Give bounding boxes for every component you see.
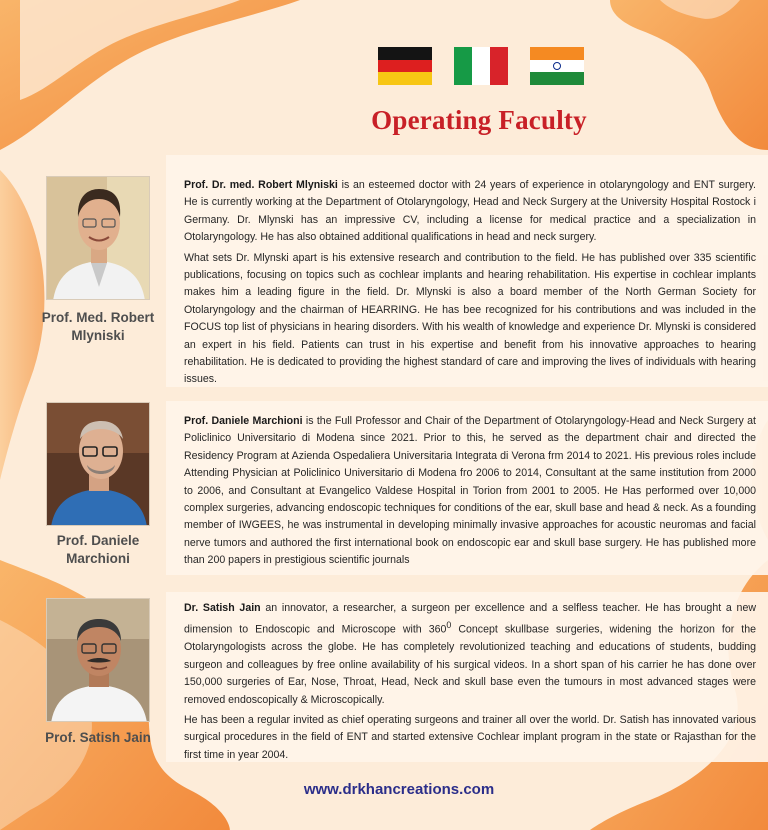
germany-flag-icon [378,47,432,85]
faculty-bio-mlyniski [166,155,768,387]
website-url: www.drkhancreations.com [303,781,495,798]
bio-paragraph: What sets Dr. Mlynski apart is his extensive research and contribution to the field. He has published over 335 scientific publications, focusing on topics such as cochlear implants and hearing rehabilitation. His expertise in cochlear implants makes him a leading figure in the field. Dr. Mlynski is also a board member of the North German Society for Otolaryngology and the chairman of HEARRING. He has bee recognized for his contributions and was included in the FOCUS top list of physicians in hearing disorders. With his wealth of knowledge and experience Dr. Mlynski is considered an expert in his field. Patients can trust in his expertise and benefit from his innovative approaches to hearing rehabilitation. He is dedicated to providing the highest standard of care and improving the lives of individuals with hearing issues. [184,251,756,386]
bio-paragraph: Dr. Satish Jain an innovator, a researcher, a surgeon per excellence and a selfless teacher. He has brought a new dimension to Endoscopic and Microscope with $360^0$ Concept skullbase surgeries, widening the horizon for the Otolaryngologists across the globe. He has completely revolutionized teaching and educations of students, budding surgeon and colleagues by free online availability of his surgical videos. In a short span of his carrier he has done over 150,000 surgeries of Ear, Nose, Throat, Head, Neck and skull base even the tumours in most advanced stages were removed endoscopically & Microscopically. [184,602,757,706]
bio-name: Prof. Dr. med. Robert Mlyniski [184,179,338,191]
bio-paragraph: He has been a regular invited as chief operating surgeons and trainer all over the world. Dr. Satish has innovated various surgical procedures in the field of ENT and started extensive Cochlear implant program in the state or Rajasthan for the first time in year 2004. [184,713,756,761]
faculty-bio-jain [166,592,768,762]
faculty-photo-marchioni [46,402,150,526]
flag-row [378,47,584,85]
ashoka-chakra-icon [553,62,561,70]
bio-paragraph: Prof. Daniele Marchioni is the Full Professor and Chair of the Department of Otolaryngology-Head and Neck Surgery at Policlinico Universitario di Modena since 2021. Prior to this, he served as the department chair and directed the Residency Program at Azienda Ospedaliera Universitaria Integrata di Verona frm 2014 to 2021. His previous roles include Attending Physician at Policlinico Universitario di Modena fro 2006 to 2014, Consultant at the same institution from 2000 to 2006, and Consultant at Evangelico Valdese Hospital in Torion from 2001 to 2005. He Has performed over 10,000 complex surgeries, advancing endoscopic techniques for conditions of the ear, skull base and head & neck. As a founding member of IWGEES, he was instrumental in developing minimally invasive approaches for acoustic neuromas and facial nerve tumors and authored the first international book on endoscopic ear and skull base surgery. He has published more than 200 papers in prestigious scientific journals [184,415,757,567]
bio-name: Prof. Daniele Marchioni [184,415,303,427]
faculty-name-jain: Prof. Satish Jain [45,730,151,745]
faculty-name-marchioni: Prof. Daniele Marchioni [56,533,140,566]
italy-flag-icon [454,47,508,85]
faculty-photo-jain [46,598,150,722]
page-title: Operating Faculty [371,105,587,135]
faculty-bio-marchioni [166,401,768,575]
bio-paragraph: Prof. Dr. med. Robert Mlyniski is an esteemed doctor with 24 years of experience in otolaryngology and ENT surgery. He is currently working at the Department of Otolaryngology, Head and Neck Surgery at the University Hospital Rostock i Germany. Dr. Mlynski has an impressive CV, including a license for medical practice and a specialization in Otolaryngology. He has also obtained additional qualifications in head and neck surgery. [184,179,756,244]
faculty-photo-mlyniski [46,176,150,300]
india-flag-icon [530,47,584,85]
faculty-name-mlyniski: Prof. Med. Robert Mlyniski [41,310,155,343]
bio-name: Dr. Satish Jain [184,602,261,614]
